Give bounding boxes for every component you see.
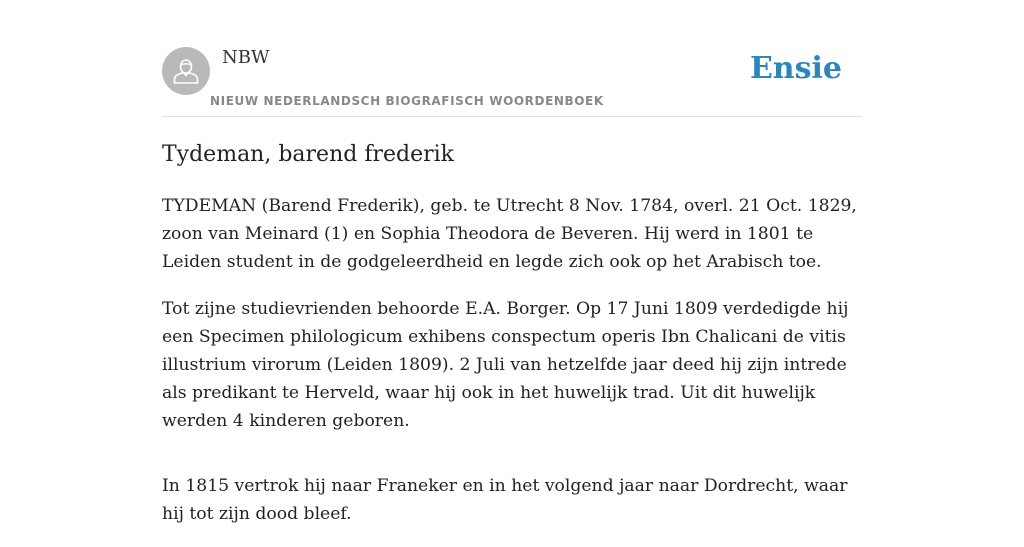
source-name[interactable]: NBW [222,47,270,68]
user-icon [162,47,210,95]
ensie-logo[interactable]: Ensie [749,51,842,86]
page-title: Tydeman, barend frederik [162,142,454,167]
source-full-name[interactable]: NIEUW NEDERLANDSCH BIOGRAFISCH WOORDENBOEK [210,94,604,108]
article-body [162,192,862,547]
article-paragraph: Tot zijne studievrienden behoorde E.A. Borger. Op 17 Juni 1809 verdedigde hij een Specimen philologicum exhibens conspectum operis Ibn Chalicani de vitis illustrium virorum (Leiden 1809). 2 Juli van hetzelfde jaar deed hij zijn intrede als predikant te Herveld, waar hij ook in het huwelijk trad. Uit dit huwelijk werden 4 kinderen geboren. [162,299,849,431]
source-avatar[interactable] [162,47,210,95]
article-paragraph: In 1815 vertrok hij naar Franeker en in het volgend jaar naar Dordrecht, waar hij tot zijn dood bleef. [162,476,848,524]
source-header [162,40,862,117]
article-paragraph: TYDEMAN (Barend Frederik), geb. te Utrecht 8 Nov. 1784, overl. 21 Oct. 1829, zoon van Meinard (1) en Sophia Theodora de Beveren. Hij werd in 1801 te Leiden student in de godgeleerdheid en legde zich ook op het Arabisch toe. [162,196,857,272]
